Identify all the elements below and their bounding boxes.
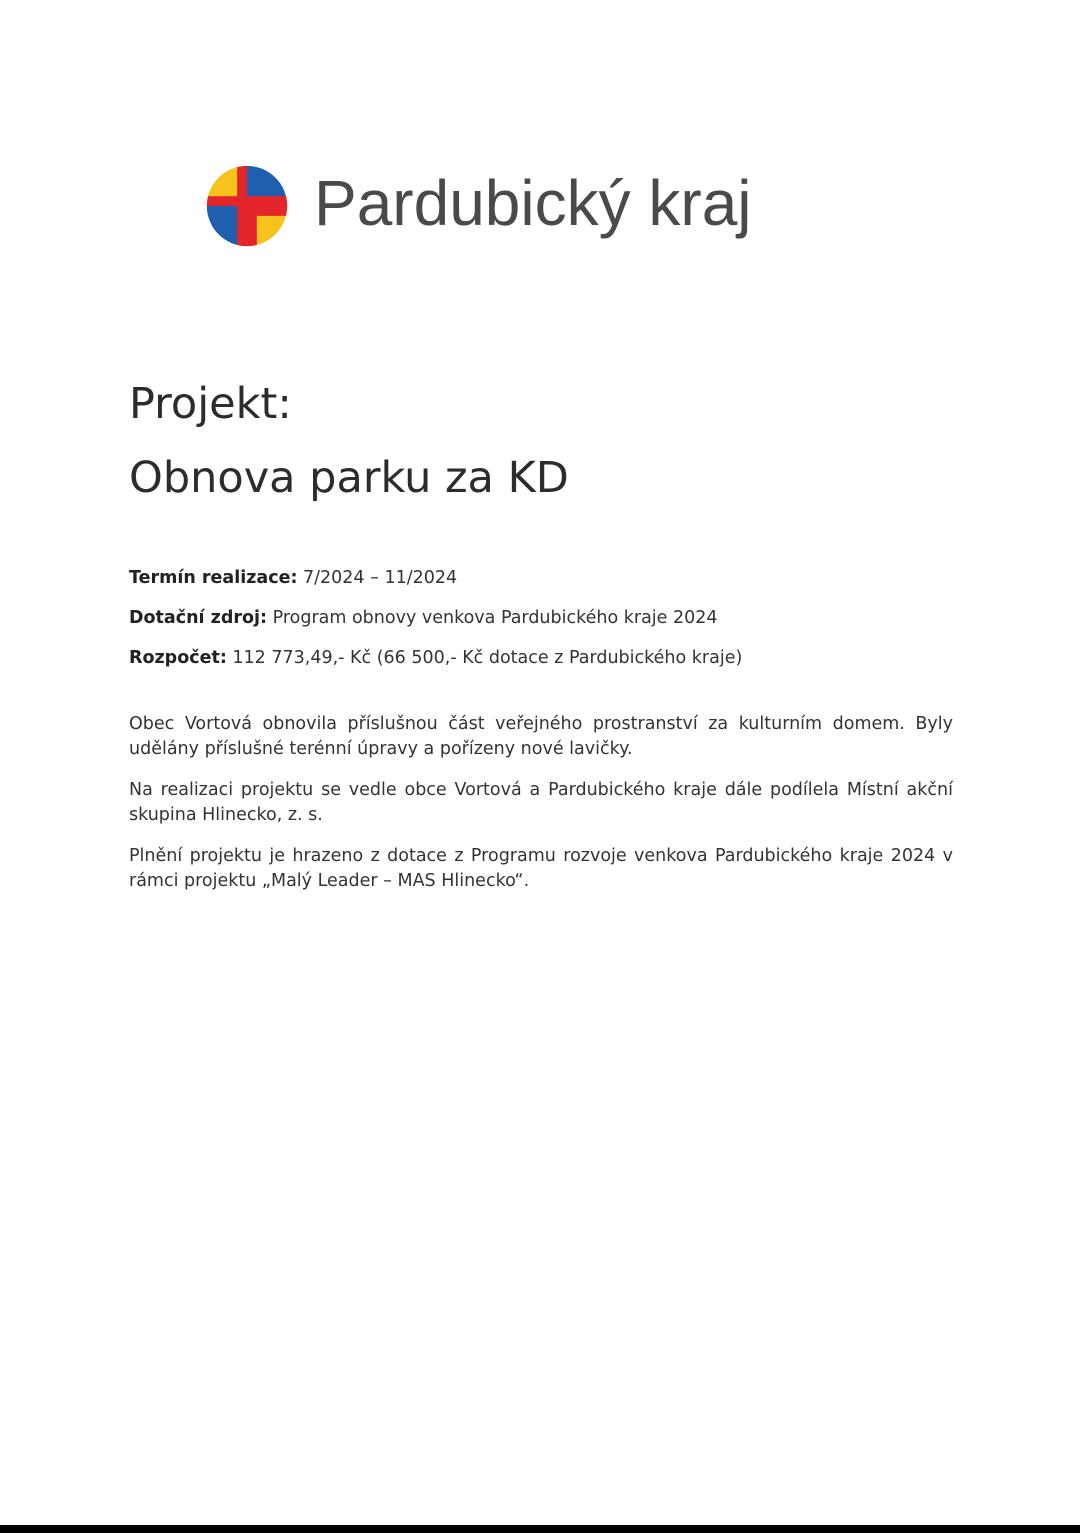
- paragraph: Plnění projektu je hrazeno z dotace z Programu rozvoje venkova Pardubického kraje 2024 v rámci projektu „Malý Leader – MAS Hlinecko“.: [129, 846, 953, 891]
- term-label: Termín realizace:: [129, 568, 298, 588]
- project-description: [129, 712, 953, 894]
- meta-row-term: [129, 566, 953, 590]
- budget-value: 112 773,49,- Kč (66 500,- Kč dotace z Pardubického kraje): [226, 648, 743, 668]
- project-label: Projekt:: [129, 379, 292, 429]
- source-value: Program obnovy venkova Pardubického kraje 2024: [267, 608, 718, 628]
- screen-bottom-edge: [0, 1525, 1080, 1533]
- meta-row-source: [129, 606, 953, 630]
- region-emblem-icon: [206, 165, 288, 247]
- paragraph: Obec Vortová obnovila příslušnou část veřejného prostranství za kulturním domem. Byly udělány příslušné terénní úpravy a pořízeny nové lavičky.: [129, 714, 953, 759]
- budget-label: Rozpočet:: [129, 648, 227, 668]
- source-label: Dotační zdroj:: [129, 608, 268, 628]
- pardubicky-kraj-logo: [206, 164, 752, 248]
- logo-text: Pardubický kraj: [314, 167, 752, 239]
- project-meta: [129, 566, 953, 670]
- term-value: 7/2024 – 11/2024: [297, 568, 458, 588]
- project-title: Obnova parku za KD: [129, 453, 569, 503]
- meta-row-budget: [129, 646, 953, 670]
- document-content: [129, 372, 953, 910]
- paragraph: Na realizaci projektu se vedle obce Vortová a Pardubického kraje dále podílela Místní akční skupina Hlinecko, z. s.: [129, 780, 953, 825]
